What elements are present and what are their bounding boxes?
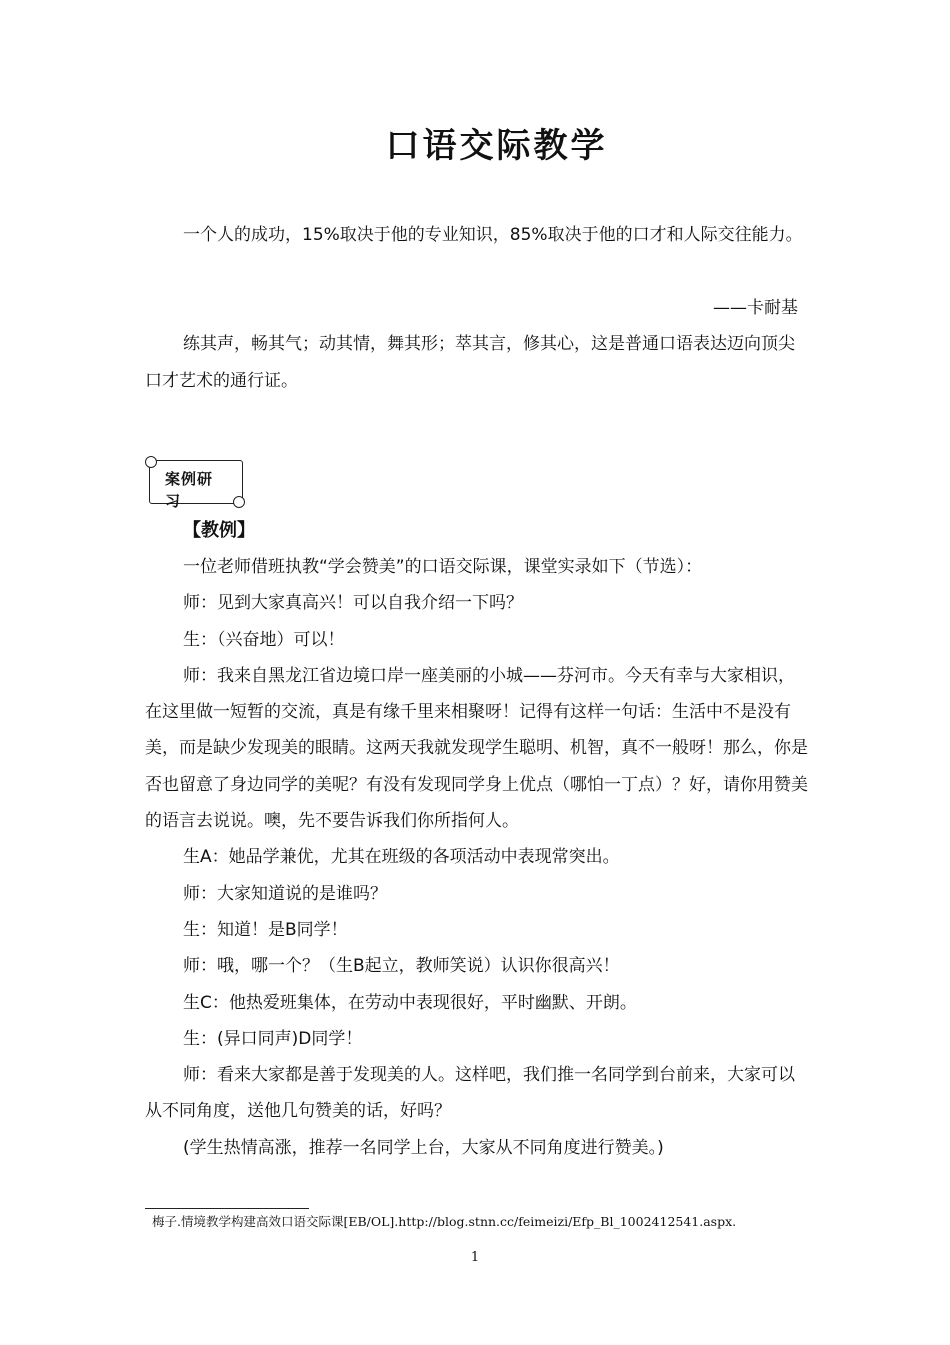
dialogue-line: 一位老师借班执教“学会赞美”的口语交际课，课堂实录如下（节选）： (183, 557, 703, 577)
footnote: 梅子.情境教学构建高效口语交际课[EB/OL].http://blog.stnn.cc/feimeizi/Efp_Bl_1002412541.aspx. (152, 1214, 737, 1229)
dialogue-line: 生A：她品学兼优，尤其在班级的各项活动中表现常突出。 (183, 847, 620, 868)
page-number: 1 (470, 1250, 480, 1265)
dialogue-line: 师：见到大家真高兴！可以自我介绍一下吗？ (183, 593, 523, 614)
quote-carnegie: 一个人的成功，15%取决于他的专业知识，85%取决于他的口才和人际交往能力。 (183, 225, 803, 245)
dialogue-line: (学生热情高涨，推荐一名同学上台，大家从不同角度进行赞美。) (183, 1137, 664, 1158)
scroll-curl-icon (145, 456, 157, 468)
dialogue-line: 生：知道！是B同学！ (183, 919, 348, 940)
dialogue-line: 师：哦，哪一个？（生B起立，教师笑说）认识你很高兴！ (183, 956, 620, 977)
case-study-label: 案例研习 (165, 470, 214, 510)
scroll-curl-icon (233, 496, 245, 508)
case-study-scroll-box (145, 456, 245, 510)
footnote-separator (145, 1208, 309, 1209)
quote-attribution: ——卡耐基 (713, 298, 798, 318)
dialogue-line: 师：看来大家都是善于发现美的人。这样吧，我们推一名同学到台前来，大家可以从不同角度，送他几句赞美的话，好吗？ (145, 1065, 795, 1122)
dialogue-line: 师：大家知道说的是谁吗？ (183, 883, 387, 904)
dialogue-line: 生：(异口同声)D同学！ (183, 1028, 363, 1049)
dialogue-line: 生：（兴奋地）可以！ (183, 629, 345, 650)
dialogue-line: 师：我来自黑龙江省边境口岸一座美丽的小城——芬河市。今天有幸与大家相识，在这里做一短暂的交流，真是有缘千里来相聚呀！记得有这样一句话：生活中不是没有美，而是缺少发现美的眼睛。这两天我就发现学生聪明、机智，真不一般呀！那么，你是否也留意了身边同学的美呢？有没有发现同学身上优点（哪怕一丁点）？好，请你用赞美的语言去说说。噢，先不要告诉我们你所指何人。 (145, 665, 808, 832)
example-heading: 【教例】 (183, 520, 255, 541)
dialogue-line: 生C：他热爱班集体，在劳动中表现很好，平时幽默、开朗。 (183, 992, 637, 1013)
classroom-dialogue (145, 549, 809, 1166)
quote-eloquence: 练其声，畅其气；动其情，舞其形；萃其言，修其心，这是普通口语表达迈向顶尖口才艺术的通行证。 (145, 334, 795, 391)
page-title: 口语交际教学 (385, 126, 608, 166)
